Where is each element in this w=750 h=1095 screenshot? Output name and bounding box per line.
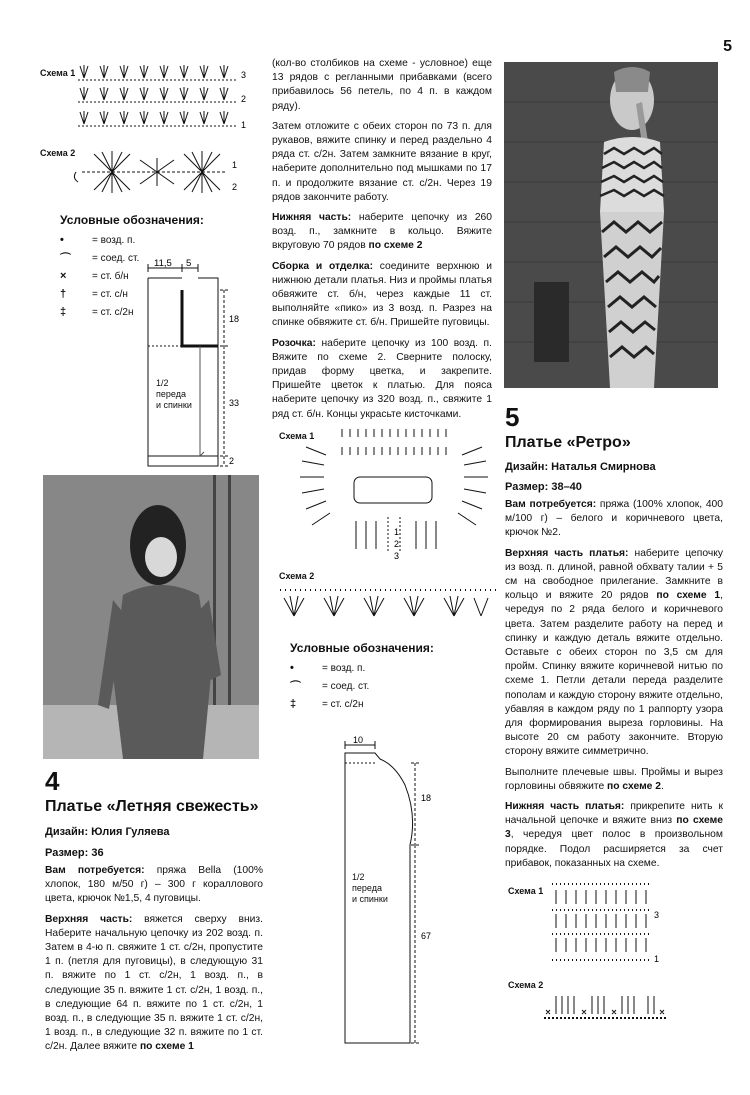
- right-design: Дизайн: Наталья Смирнова: [505, 461, 656, 473]
- mid-scheme2-label: Схема 2: [279, 571, 315, 581]
- mid-h2: 67: [421, 931, 432, 941]
- right-dress-number: 5: [505, 402, 520, 432]
- left-h1: 18: [229, 314, 240, 324]
- left-s1-row3: 3: [241, 70, 247, 80]
- left-s2-row2: 2: [232, 182, 238, 192]
- left-pattern-drawing: [140, 258, 250, 470]
- mid-s1-row3: 3: [394, 551, 400, 561]
- left-legend-row: [60, 231, 250, 249]
- double-crochet-icon: †: [60, 288, 67, 300]
- mid-p2: Затем отложите с обеих сторон по 73 п. для рукавов, вяжите спинку и перед раздельно 4 ряда ст. с/2н. Затем замкните вязание в круг, наберите дополнительно под мышками по 17 п. и продолжите вязание ст. с/2н. Через 19 рядов закончите работу.: [272, 120, 492, 203]
- left-scheme2-label: Схема 2: [40, 148, 76, 158]
- slip-stitch-icon: ⌒: [60, 253, 71, 265]
- right-dress-title: Платье «Ретро»: [505, 434, 631, 451]
- woman-retro-dress-image: [504, 62, 718, 388]
- right-top-label: Верхняя часть платья:: [505, 547, 629, 559]
- left-needs-label: Вам потребуется:: [45, 865, 145, 876]
- left-legend-text: = ст. б/н: [92, 270, 129, 282]
- mid-w1: 10: [353, 735, 364, 745]
- mid-p5: [272, 337, 492, 422]
- left-top-tail: по схеме 1: [139, 1041, 194, 1053]
- left-top-label: Верхняя часть:: [45, 913, 133, 925]
- left-scheme1-diagram: [78, 60, 258, 135]
- left-top: [45, 913, 263, 1055]
- left-photo: [43, 475, 259, 759]
- left-dress-number: 4: [45, 766, 60, 796]
- right-size: Размер: 38–40: [505, 481, 582, 493]
- mid-legend: [290, 641, 480, 713]
- left-w1: 11,5: [154, 258, 172, 269]
- left-legend-text: = возд. п.: [92, 234, 136, 246]
- mid-scheme1-label: Схема 1: [279, 431, 315, 441]
- right-bottom-label: Нижняя часть платья:: [505, 801, 625, 813]
- right-shoulder-text: Выполните плечевые швы. Проймы и вырез горловины обвяжите: [505, 766, 723, 792]
- left-s2-row1: 1: [232, 160, 238, 170]
- middle-text-block: [272, 57, 492, 428]
- mid-legend-text: = ст. с/2н: [322, 698, 364, 710]
- right-s1-row1: 1: [654, 954, 660, 964]
- left-scheme2-diagram: [72, 150, 252, 195]
- mid-scheme2-diagram: [276, 582, 501, 622]
- mid-p3: [272, 211, 492, 254]
- mid-p5-text: наберите цепочку из 100 возд. п. Вяжите по схеме 2. Сверните полоску, придав форму цветка, и закрепите. Пришейте цветок к платью. Для пояса наберите цепочку из 320 возд. п., свяжите 1 ряд ст. б/н. Концы украсьте кисточками.: [272, 337, 492, 420]
- mid-p5-label: Розочка:: [272, 337, 316, 349]
- mid-p4-label: Сборка и отделка:: [272, 260, 373, 272]
- right-text-block: [505, 498, 723, 877]
- left-w2: 5: [186, 258, 192, 269]
- right-bottom: [505, 800, 723, 871]
- right-top: [505, 547, 723, 760]
- treble-crochet-icon: ‡: [60, 306, 67, 318]
- mid-p3-tail: по схеме 2: [368, 240, 423, 252]
- right-scheme1-label: Схема 1: [508, 886, 544, 896]
- mid-p4: [272, 260, 492, 331]
- left-legend-text: = соед. ст.: [92, 252, 140, 264]
- mid-scheme1-diagram: [296, 425, 496, 565]
- mid-legend-row: [290, 695, 480, 713]
- left-s1-row1: 1: [241, 120, 247, 130]
- right-shoulder: Выполните плечевые швы. Проймы и вырез горловины обвяжите по схеме 2.: [505, 766, 723, 792]
- mid-legend-row: [290, 677, 480, 695]
- right-shoulder-bold: по схеме 2: [607, 780, 661, 792]
- mid-legend-text: = возд. п.: [322, 662, 366, 674]
- mid-s1-row1: 1: [394, 527, 400, 537]
- chain-stitch-icon: •: [60, 234, 64, 246]
- mid-p3-text: наберите цепочку из 260 возд. п., замкните в кольцо. Вяжите вкруговую 70 рядов: [272, 212, 492, 252]
- mid-h1: 18: [421, 793, 432, 803]
- left-pattern-label: 1/2 переда и спинки: [156, 378, 192, 410]
- mid-s1-row2: 2: [394, 539, 400, 549]
- right-top-text2: , чередуя по 2 ряда белого и коричневого цвета. Затем разделите работу на перед и спинку и каждую деталь вяжите отдельно. Оставьте с обеих сторон по 3,5 см для пройм. Спинку вяжите коричневой нитью по схеме 1. Петли детали переда разделите пополам и каждую сторону вяжите отдельно, убавляя в каждом ряду по 1 раппорту узора для формирования выреза горловины. На высоте 20 см работу закончите. Вторую сторону вяжите симметрично.: [505, 590, 723, 758]
- woman-dress-image: [43, 475, 259, 759]
- mid-p1: (кол-во столбиков на схеме - условное) еще 13 рядов с регланными прибавками (всего прибавилось 56 петель, по 4 п. в каждом ряду).: [272, 58, 492, 112]
- right-bottom-text: прикрепите нить к начальной цепочке и вяжите вниз: [505, 801, 724, 827]
- right-top-bold: по схеме 1: [656, 590, 721, 602]
- mid-legend-title: Условные обозначения:: [290, 641, 434, 655]
- right-bottom-text2: , чередуя цвет полос в произвольном порядке. Подол расширяется за счет прибавок, показанных на схеме.: [505, 829, 723, 869]
- page-number: 5: [723, 38, 732, 55]
- mid-legend-text: = соед. ст.: [322, 680, 370, 692]
- left-s1-row2: 2: [241, 94, 247, 104]
- mid-p4-text: соедините верхнюю и нижнюю детали платья. Низ и проймы платья обвяжите ст. б/н, через каждые 11 ст. выполняйте «пико» из 3 возд. п. Разрез на спинке обвяжите ст. б/н. Пришейте пуговицы.: [272, 260, 492, 329]
- left-needs-text: пряжа Bella (100% хлопок, 180 м/50 г) – 300 г кораллового цвета, крючок №1,5, 4 пуговицы.: [45, 865, 264, 905]
- mid-pattern-label: 1/2 переда и спинки: [352, 872, 388, 904]
- left-h3: 2: [229, 456, 235, 466]
- mid-legend-row: [290, 659, 480, 677]
- treble-crochet-icon: ‡: [290, 698, 297, 710]
- right-top-text: наберите цепочку из возд. п. длиной, равной обхвату талии + 5 см на свободное прилегание. Замкните в кольцо и вяжите 20 рядов: [505, 547, 723, 602]
- right-scheme1-diagram: [548, 880, 668, 970]
- left-legend-text: = ст. с/2н: [92, 306, 134, 318]
- left-h2: 33: [229, 398, 240, 408]
- right-photo: [504, 62, 718, 388]
- slip-stitch-icon: ⌒: [290, 681, 301, 693]
- chain-stitch-icon: •: [290, 662, 294, 674]
- right-needs: [505, 498, 723, 541]
- left-text-block: [45, 864, 263, 1061]
- left-top-text: вяжется сверху вниз. Наберите начальную цепочку из 202 возд. п. Затем в 4-ю п. свяжите 1 ст. с/2н, пропустите 1 п. (петля для пуговицы), в следующую 31 п. вяжите по 1 ст. с/2н, 1 возд. п., в следующие 35 п. вяжите 1 ст. с/2н, 1 возд. п., в следующие 64 п. вяжите по 1 ст. с/2н, 1 возд. п., в следующие 35 п. вяжите 1 ст. с/2н, 1 возд. п., в следующие 32 п. вяжите по 1 ст. с/2н. Далее вяжите: [45, 913, 263, 1053]
- right-s1-row3: 3: [654, 910, 660, 920]
- left-design: Дизайн: Юлия Гуляева: [45, 826, 170, 838]
- left-scheme1-label: Схема 1: [40, 68, 76, 78]
- left-legend-text: = ст. с/н: [92, 288, 128, 300]
- right-needs-label: Вам потребуется:: [505, 499, 597, 510]
- left-needs: [45, 864, 263, 907]
- left-dress-title: Платье «Летняя свежесть»: [45, 798, 259, 815]
- mid-p3-label: Нижняя часть:: [272, 212, 352, 224]
- right-needs-text: пряжа (100% хлопок, 400 м/100 г) – белого и коричневого цвета, крючок №2.: [505, 499, 724, 539]
- single-crochet-icon: ×: [60, 270, 67, 282]
- right-scheme2-diagram: [540, 990, 670, 1024]
- right-scheme2-label: Схема 2: [508, 980, 544, 990]
- right-bottom-bold: по схеме 3: [505, 815, 723, 841]
- left-legend-title: Условные обозначения:: [60, 213, 204, 227]
- left-size: Размер: 36: [45, 847, 104, 859]
